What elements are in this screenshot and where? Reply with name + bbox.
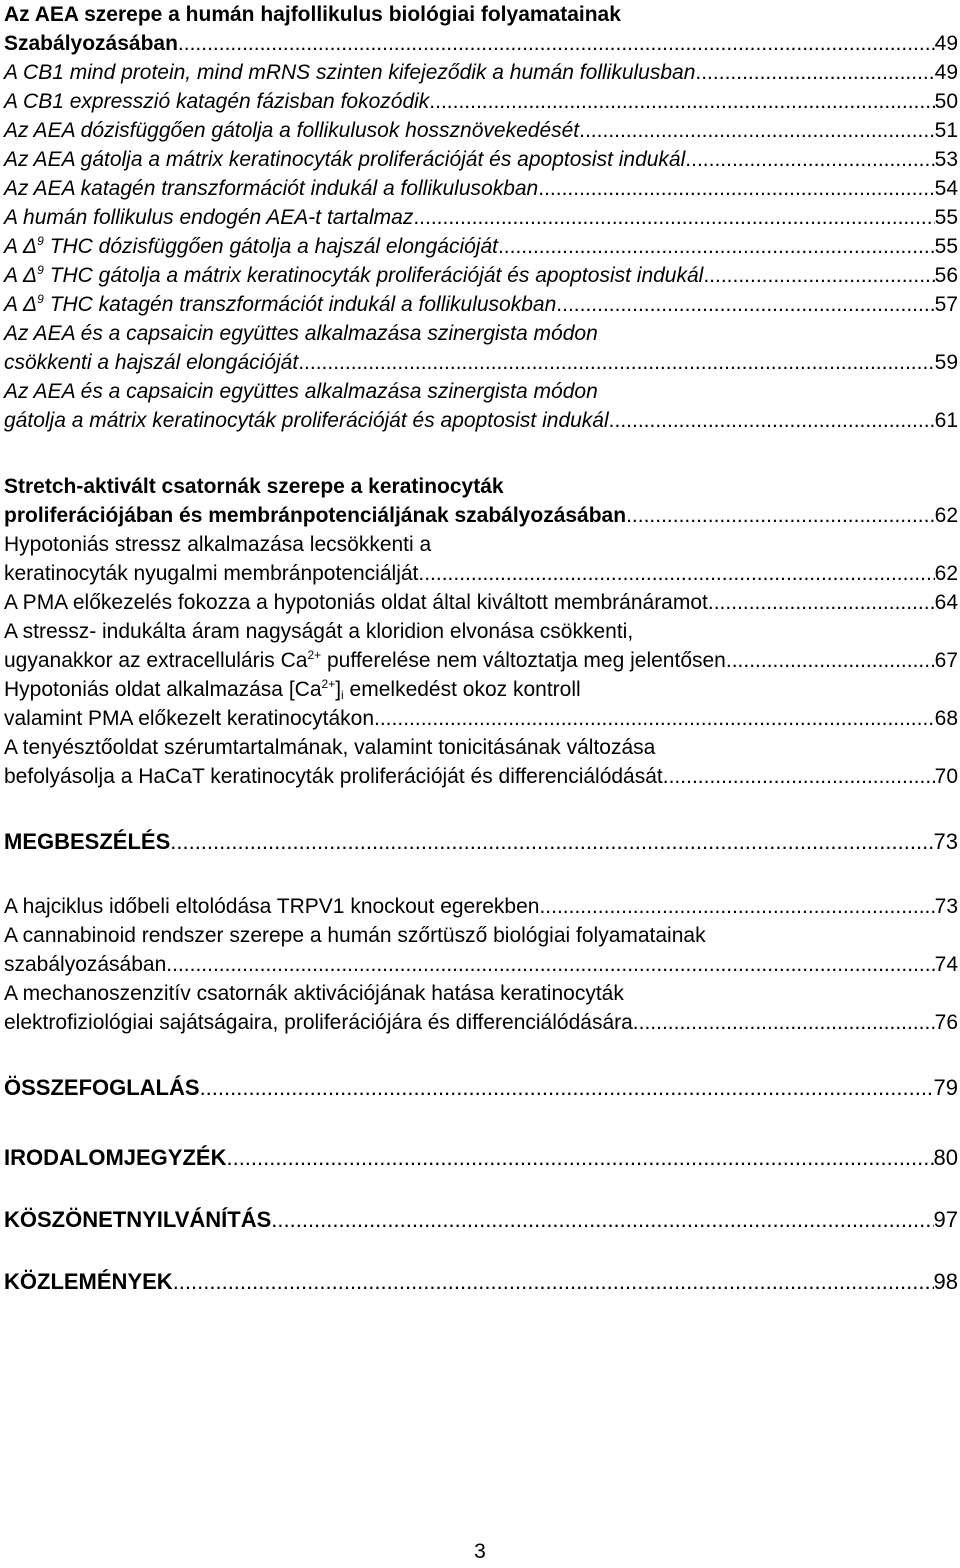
dot-leader xyxy=(166,950,934,979)
toc-entry-title xyxy=(4,1073,200,1102)
toc-text-part: THC dózisfüggően gátolja a hajszál elongációját xyxy=(49,235,498,258)
toc-text-part: ÖSSZEFOGLALÁS xyxy=(4,1075,200,1100)
toc-entry xyxy=(4,203,958,232)
toc-text-part: THC gátolja a mátrix keratinocyták proliferációját és apoptosist indukál xyxy=(49,264,704,287)
toc-text-part: THC katagén transzformációt indukál a follikulusokban xyxy=(49,293,557,316)
toc-text-part: Szabályozásában xyxy=(4,32,178,55)
toc-entry xyxy=(4,58,958,87)
toc-entry xyxy=(4,290,958,319)
toc-text-part: IRODALOMJEGYZÉK xyxy=(4,1145,227,1170)
toc-page-number: 68 xyxy=(934,707,958,730)
dot-leader xyxy=(539,892,934,921)
toc-entry-row xyxy=(4,1073,958,1102)
toc-page-number: 67 xyxy=(934,649,958,672)
toc-entry xyxy=(4,892,958,921)
toc-entry-row xyxy=(4,174,958,203)
toc-entry-title xyxy=(4,704,374,733)
toc-entry-row xyxy=(4,1143,958,1172)
toc-entry-title xyxy=(4,203,413,232)
toc-page-number: 62 xyxy=(934,504,958,527)
toc-entry-title xyxy=(4,232,498,261)
dot-leader xyxy=(429,87,934,116)
toc-entry-row xyxy=(4,1267,958,1296)
toc-text-part: Az AEA katagén transzformációt indukál a follikulusokban xyxy=(4,177,539,200)
toc-text-part: befolyásolja a HaCaT keratinocyták proliferációját és differenciálódását xyxy=(4,765,663,788)
dot-leader xyxy=(609,406,935,435)
toc-page-number: 76 xyxy=(934,1011,958,1034)
toc-page-number: 79 xyxy=(933,1075,958,1100)
toc-page-number: 98 xyxy=(933,1269,958,1294)
toc-entry-line: A cannabinoid rendszer szerepe a humán szőrtüsző biológiai folyamatainak xyxy=(4,924,706,947)
toc-entry-row xyxy=(4,646,958,675)
toc-entry xyxy=(4,1267,958,1296)
dot-leader xyxy=(695,58,934,87)
toc-entry-title xyxy=(4,646,726,675)
toc-entry-row xyxy=(4,348,958,377)
toc-entry-title xyxy=(4,950,166,979)
toc-entry-row xyxy=(4,116,958,145)
toc-entry-line xyxy=(4,675,958,704)
toc-entry-title xyxy=(4,174,538,203)
toc-text-part: elektrofiziológiai sajátságaira, proliferációjára és differenciálódására xyxy=(4,1011,633,1034)
toc-entry-row xyxy=(4,406,958,435)
toc-entry xyxy=(4,1205,958,1234)
toc-entry-line: A stressz- indukálta áram nagyságát a kloridion elvonása csökkenti, xyxy=(4,620,634,643)
toc-entry xyxy=(4,979,958,1037)
toc-page-number: 59 xyxy=(934,351,958,374)
toc-entry-title xyxy=(4,58,695,87)
toc-page-number: 50 xyxy=(934,90,958,113)
toc-entry-title xyxy=(4,1143,226,1172)
toc-entry xyxy=(4,145,958,174)
dot-leader xyxy=(663,762,935,791)
toc-text-part: KÖSZÖNETNYILVÁNÍTÁS xyxy=(4,1207,272,1232)
toc-entry-title xyxy=(4,145,685,174)
page-number: 3 xyxy=(474,1540,486,1563)
toc-entry-title xyxy=(4,1267,173,1296)
toc-entry xyxy=(4,232,958,261)
toc-text-part: A Δ xyxy=(4,235,38,258)
toc-entry-row xyxy=(4,87,958,116)
toc-page-number: 70 xyxy=(934,765,958,788)
toc-entry xyxy=(4,377,958,435)
toc-page-number: 49 xyxy=(934,61,958,84)
toc-entry-title xyxy=(4,406,609,435)
toc-entry xyxy=(4,617,958,675)
toc-text-part: ugyanakkor az extracelluláris Ca xyxy=(4,649,308,672)
toc-page-number: 55 xyxy=(934,206,958,229)
dot-leader xyxy=(538,174,934,203)
dot-leader xyxy=(703,261,934,290)
toc-page-number: 73 xyxy=(934,895,958,918)
dot-leader xyxy=(374,704,935,733)
toc-entry-row xyxy=(4,261,958,290)
dot-leader xyxy=(298,348,934,377)
dot-leader xyxy=(498,232,935,261)
toc-entry-row xyxy=(4,588,958,617)
toc-page-number: 49 xyxy=(934,32,958,55)
toc-entry xyxy=(4,675,958,733)
dot-leader xyxy=(226,1143,933,1172)
toc-entry xyxy=(4,319,958,377)
toc-entry-line: Stretch-aktivált csatornák szerepe a keratinocyták xyxy=(4,475,504,498)
toc-page-number: 61 xyxy=(934,409,958,432)
toc-entry-row xyxy=(4,762,958,791)
toc-text-part: ] xyxy=(335,678,342,701)
toc-text-part: A humán follikulus endogén AEA-t tartalmaz xyxy=(4,206,414,229)
toc-page-number: 73 xyxy=(933,829,958,854)
superscript: 9 xyxy=(37,292,44,306)
dot-leader xyxy=(200,1073,934,1102)
toc-page-number: 56 xyxy=(934,264,958,287)
toc-entry-title xyxy=(4,87,429,116)
toc-entry xyxy=(4,261,958,290)
toc-entry xyxy=(4,827,958,856)
toc-entry-row xyxy=(4,290,958,319)
dot-leader xyxy=(708,588,935,617)
toc-entry-row xyxy=(4,559,958,588)
toc-text-part: csökkenti a hajszál elongációját xyxy=(4,351,299,374)
toc-entry-title xyxy=(4,892,539,921)
toc-text-part: A Δ xyxy=(4,264,38,287)
toc-entry-title xyxy=(4,116,579,145)
toc-entry-title xyxy=(4,559,418,588)
toc-text-part: valamint PMA előkezelt keratinocytákon xyxy=(4,707,375,730)
toc-page-number: 51 xyxy=(934,119,958,142)
dot-leader xyxy=(726,646,935,675)
toc-entry-row xyxy=(4,1008,958,1037)
toc-entry-line: A mechanoszenzitív csatornák aktivációjának hatása keratinocyták xyxy=(4,982,624,1005)
toc-entry-title xyxy=(4,827,170,856)
toc-text-part: A CB1 mind protein, mind mRNS szinten kifejeződik a humán follikulusban xyxy=(4,61,696,84)
toc-entry xyxy=(4,921,958,979)
toc-entry-row xyxy=(4,58,958,87)
superscript: 9 xyxy=(37,234,44,248)
toc-entry-row xyxy=(4,203,958,232)
toc-entry-row xyxy=(4,1205,958,1234)
toc-entry-row xyxy=(4,501,958,530)
toc-text-part: gátolja a mátrix keratinocyták proliferációját és apoptosist indukál xyxy=(4,409,609,432)
toc-entry xyxy=(4,116,958,145)
toc-text-part: KÖZLEMÉNYEK xyxy=(4,1269,173,1294)
toc-entry-row xyxy=(4,145,958,174)
dot-leader xyxy=(556,290,934,319)
dot-leader xyxy=(579,116,935,145)
dot-leader xyxy=(271,1205,933,1234)
toc-entry-title xyxy=(4,762,663,791)
toc-entry-title xyxy=(4,29,178,58)
toc-entry-title xyxy=(4,348,298,377)
dot-leader xyxy=(178,29,935,58)
toc-text-part: A hajciklus időbeli eltolódása TRPV1 knockout egerekben xyxy=(4,895,540,918)
toc-text-part: emelkedést okoz kontroll xyxy=(343,678,581,701)
toc-entry-row xyxy=(4,29,958,58)
toc-entry-line: Az AEA szerepe a humán hajfollikulus biológiai folyamatainak xyxy=(4,3,621,26)
toc-entry-title xyxy=(4,1008,633,1037)
toc-entry xyxy=(4,174,958,203)
toc-entry-title xyxy=(4,588,708,617)
toc-entry-line: Az AEA és a capsaicin együttes alkalmazása szinergista módon xyxy=(4,322,598,345)
toc-text-part: szabályozásában xyxy=(4,953,167,976)
toc-entry xyxy=(4,472,958,530)
toc-entry-row xyxy=(4,704,958,733)
superscript: 2+ xyxy=(307,648,322,662)
superscript: 9 xyxy=(37,263,44,277)
toc-page-number: 62 xyxy=(934,562,958,585)
toc-entry-line: Hypotoniás stressz alkalmazása lecsökkenti a xyxy=(4,533,432,556)
toc-text-part: pufferelése nem változtatja meg jelentősen xyxy=(321,649,726,672)
superscript: 2+ xyxy=(321,677,336,691)
toc-entry-row xyxy=(4,892,958,921)
toc-text-part: Az AEA gátolja a mátrix keratinocyták proliferációját és apoptosist indukál xyxy=(4,148,686,171)
toc-page-number: 64 xyxy=(934,591,958,614)
toc-entry-title xyxy=(4,261,703,290)
toc-entry-line: A tenyésztőoldat szérumtartalmának, valamint tonicitásának változása xyxy=(4,736,656,759)
toc-entry xyxy=(4,0,958,58)
toc-entry xyxy=(4,1073,958,1102)
dot-leader xyxy=(413,203,934,232)
toc-text-part: proliferációjában és membránpotenciáljának szabályozásában xyxy=(4,504,627,527)
toc-entry xyxy=(4,733,958,791)
dot-leader xyxy=(173,1267,934,1296)
toc-page-number: 53 xyxy=(934,148,958,171)
toc-text-part: Az AEA dózisfüggően gátolja a follikulusok hossznövekedését xyxy=(4,119,580,142)
toc-text-part: A CB1 expresszió katagén fázisban fokozódik xyxy=(4,90,430,113)
toc-entry-title xyxy=(4,501,626,530)
toc-entry xyxy=(4,1143,958,1172)
toc-page-number: 80 xyxy=(933,1145,958,1170)
toc-entry-row xyxy=(4,950,958,979)
toc-entry-row xyxy=(4,232,958,261)
toc-entry-title xyxy=(4,1205,271,1234)
toc-text-part: keratinocyták nyugalmi membránpotenciálját xyxy=(4,562,419,585)
toc-page-number: 54 xyxy=(934,177,958,200)
toc-text-part: MEGBESZÉLÉS xyxy=(4,829,171,854)
toc-entry-line: Az AEA és a capsaicin együttes alkalmazása szinergista módon xyxy=(4,380,598,403)
toc-page-number: 55 xyxy=(934,235,958,258)
toc-entry xyxy=(4,87,958,116)
toc-text-part: Hypotoniás oldat alkalmazása [Ca xyxy=(4,678,322,701)
dot-leader xyxy=(626,501,935,530)
dot-leader xyxy=(633,1008,935,1037)
subscript: i xyxy=(341,688,344,702)
toc-text-part: A PMA előkezelés fokozza a hypotoniás oldat által kiváltott membránáramot xyxy=(4,591,708,614)
dot-leader xyxy=(418,559,934,588)
toc-entry xyxy=(4,530,958,588)
toc-page-number: 97 xyxy=(933,1207,958,1232)
toc-page-number: 74 xyxy=(934,953,958,976)
toc-entry xyxy=(4,588,958,617)
toc-page-number: 57 xyxy=(934,293,958,316)
toc-entry-title xyxy=(4,290,556,319)
dot-leader xyxy=(685,145,934,174)
dot-leader xyxy=(170,827,933,856)
toc-text-part: A Δ xyxy=(4,293,38,316)
toc-entry-row xyxy=(4,827,958,856)
